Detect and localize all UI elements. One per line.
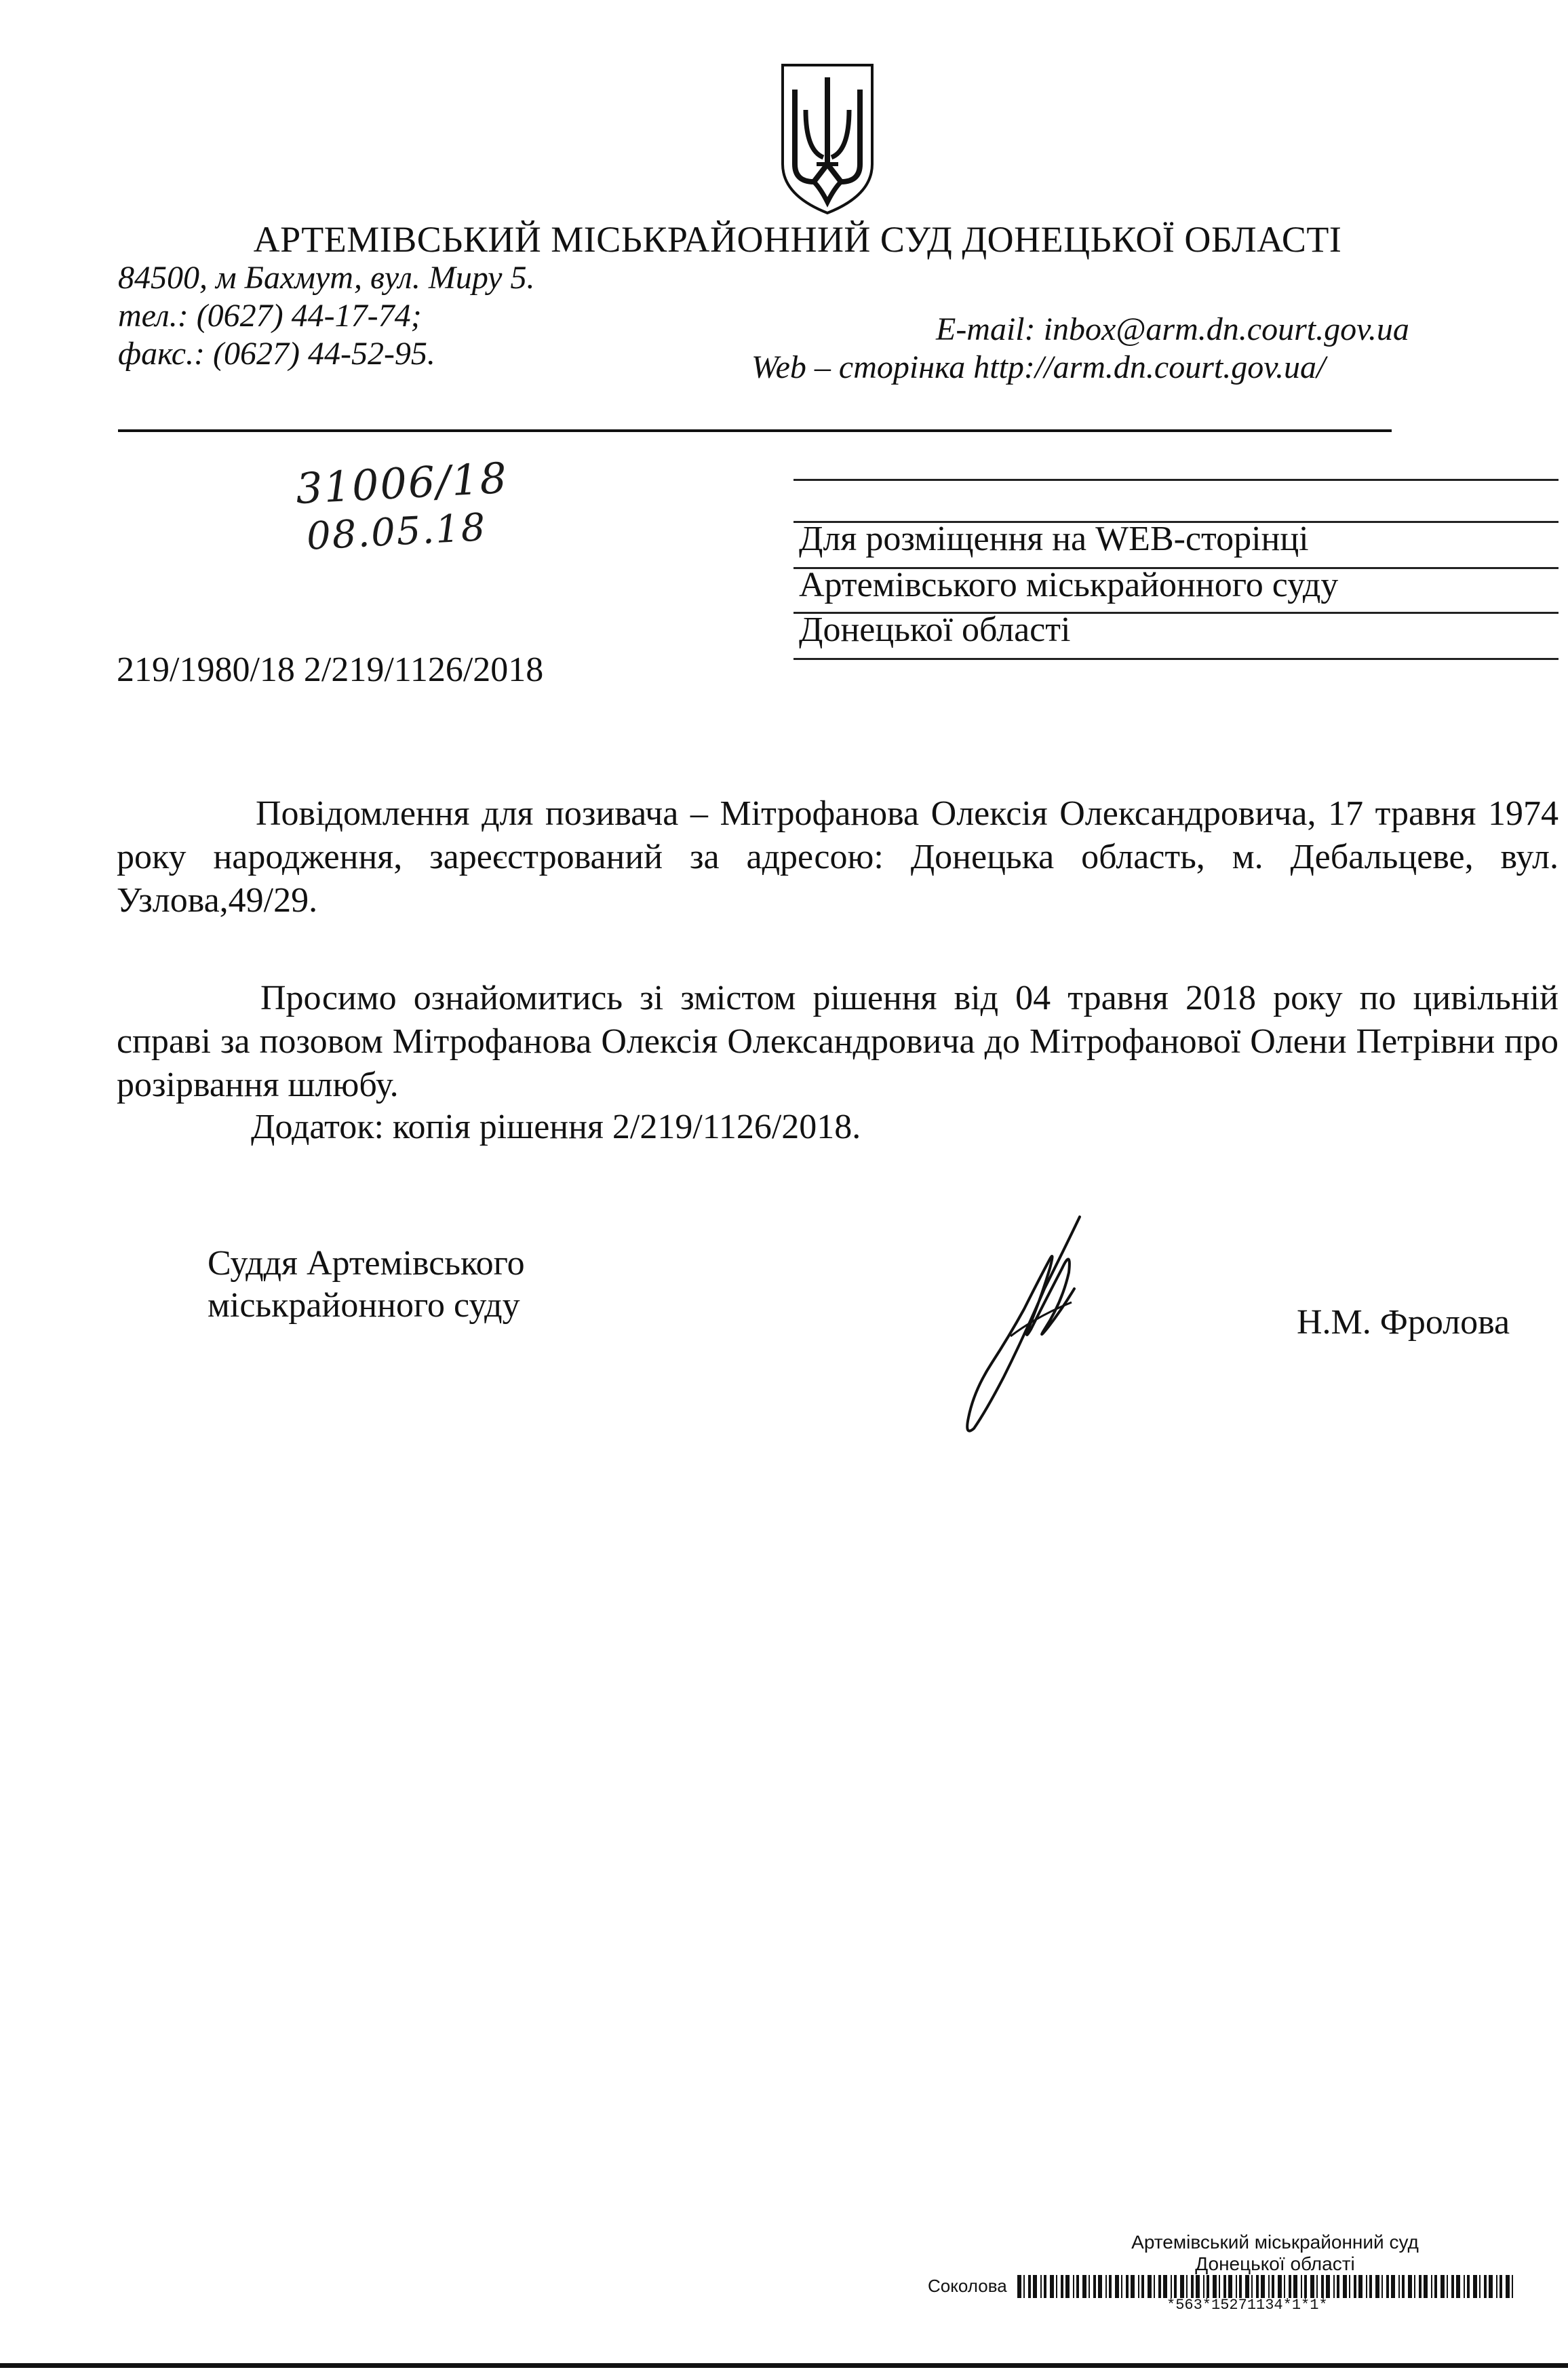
- placement-line-1: Для розміщення на WEB-сторінці: [799, 520, 1309, 558]
- barcode-bar: [1061, 2275, 1063, 2298]
- barcode-bar: [1154, 2275, 1155, 2298]
- attachment-line: Додаток: копія рішення 2/219/1126/2018.: [251, 1108, 861, 1146]
- barcode-bar: [1408, 2275, 1412, 2298]
- trident-emblem-icon: [779, 62, 876, 216]
- barcode-bar: [1278, 2275, 1282, 2298]
- barcode-bar: [1261, 2275, 1265, 2298]
- barcode-bar: [1236, 2275, 1237, 2298]
- barcode-bar: [1333, 2275, 1335, 2298]
- handwritten-signature: [929, 1207, 1099, 1438]
- footer-operator: Соколова: [928, 2276, 1007, 2296]
- barcode-bar: [1138, 2275, 1139, 2298]
- barcode-bar: [1500, 2275, 1502, 2298]
- barcode-bar: [1256, 2275, 1259, 2298]
- barcode-bar: [1337, 2275, 1339, 2298]
- barcode-bar: [1419, 2275, 1422, 2298]
- barcode-bar: [1424, 2275, 1428, 2298]
- barcode-bar: [1245, 2275, 1249, 2298]
- barcode-bar: [1191, 2275, 1194, 2298]
- barcode-bar: [1343, 2275, 1347, 2298]
- barcode-bar: [1207, 2275, 1209, 2298]
- barcode-bar: [1174, 2275, 1177, 2298]
- barcode-bar: [1105, 2275, 1107, 2298]
- barcode-bar: [1447, 2275, 1448, 2298]
- barcode-bar: [1056, 2275, 1057, 2298]
- court-address-block: [118, 259, 534, 373]
- barcode-bar: [1272, 2275, 1274, 2298]
- barcode-bar: [1358, 2275, 1363, 2298]
- judge-position: [208, 1243, 525, 1327]
- barcode-bar: [1180, 2275, 1184, 2298]
- request-paragraph: [117, 977, 1559, 1107]
- handwritten-registration-date: 08.05.18: [305, 505, 488, 559]
- handwritten-registration-number: 31006/18: [294, 452, 509, 514]
- barcode-bar: [1467, 2275, 1470, 2298]
- barcode-bar: [1479, 2275, 1481, 2298]
- barcode-bar: [1023, 2275, 1025, 2298]
- barcode-bar: [1456, 2275, 1460, 2298]
- barcode-bar: [1073, 2275, 1074, 2298]
- placement-rule-top: [793, 479, 1559, 481]
- barcode-bar: [1496, 2275, 1497, 2298]
- case-number: 219/1980/18 2/219/1126/2018: [117, 650, 544, 689]
- barcode-bar: [1121, 2275, 1122, 2298]
- barcode-bar: [1464, 2275, 1465, 2298]
- barcode-bar: [1251, 2275, 1253, 2298]
- barcode-bar: [1040, 2275, 1042, 2298]
- barcode-bar: [1369, 2275, 1372, 2298]
- barcode-bar: [1398, 2275, 1400, 2298]
- barcode-bar: [1451, 2275, 1454, 2298]
- barcode-bar: [1033, 2275, 1037, 2298]
- barcode-bar: [1489, 2275, 1493, 2298]
- barcode-bar: [1203, 2275, 1204, 2298]
- barcode-bar: [1141, 2275, 1144, 2298]
- barcode-bar: [1414, 2275, 1415, 2298]
- barcode-bar: [1434, 2275, 1437, 2298]
- barcode-bar: [1098, 2275, 1102, 2298]
- footer-court-line-1: Артемівський міськрайонний суд: [1131, 2232, 1419, 2253]
- barcode-graphic: [1017, 2275, 1519, 2298]
- barcode-bar: [1402, 2275, 1405, 2298]
- barcode-bar: [1148, 2275, 1152, 2298]
- barcode-bar: [1158, 2275, 1161, 2298]
- barcode-bar: [1301, 2275, 1302, 2298]
- placement-line-2: Артемівського міськрайонного суду: [799, 566, 1339, 604]
- barcode-bar: [1115, 2275, 1119, 2298]
- court-name-heading: АРТЕМІВСЬКИЙ МІСЬКРАЙОННИЙ СУД ДОНЕЦЬКОЇ ОБЛАСТІ: [253, 219, 1342, 260]
- barcode-bar: [1163, 2275, 1167, 2298]
- barcode-bar: [1289, 2275, 1291, 2298]
- notice-text: Повідомлення для позивача – Мітрофанова Олексія Олександровича, 17 травня 1974 року народження, зареєстрований за адресою: Донецька область, м. Дебальцеве, вул. Узлова,49/29.: [117, 794, 1559, 920]
- barcode-bar: [1109, 2275, 1112, 2298]
- barcode-bar: [1316, 2275, 1318, 2298]
- barcode-bar: [1082, 2275, 1086, 2298]
- barcode-bar: [1213, 2275, 1217, 2298]
- barcode-bar: [1310, 2275, 1314, 2298]
- barcode-bar: [1375, 2275, 1379, 2298]
- barcode-bar: [1131, 2275, 1135, 2298]
- court-phone: тел.: (0627) 44-17-74;: [118, 298, 422, 334]
- barcode-bar: [1228, 2275, 1232, 2298]
- barcode-bar: [1093, 2275, 1096, 2298]
- barcode-bar: [1126, 2275, 1129, 2298]
- footer-court-line-2: Донецької області: [1195, 2253, 1355, 2274]
- judge-name: Н.М. Фролова: [1297, 1303, 1510, 1342]
- barcode-bar: [1065, 2275, 1070, 2298]
- barcode-bar: [1268, 2275, 1270, 2298]
- barcode-bar: [1219, 2275, 1220, 2298]
- barcode-bar: [1239, 2275, 1242, 2298]
- header-divider: [118, 429, 1392, 432]
- barcode-bar: [1304, 2275, 1307, 2298]
- court-email: E-mail: inbox@arm.dn.court.gov.ua: [936, 311, 1409, 347]
- barcode-bar: [1431, 2275, 1432, 2298]
- barcode-bar: [1326, 2275, 1330, 2298]
- barcode-bar: [1349, 2275, 1350, 2298]
- request-text: Просимо ознайомитись зі змістом рішення від 04 травня 2018 року по цивільній справі за позовом Мітрофанова Олексія Олександровича до Мітрофанової Олени Петрівни про розірвання шлюбу.: [117, 979, 1559, 1104]
- barcode-bar: [1440, 2275, 1445, 2298]
- barcode-bar: [1506, 2275, 1510, 2298]
- barcode-bar: [1089, 2275, 1090, 2298]
- court-fax: факс.: (0627) 44-52-95.: [118, 336, 435, 372]
- barcode-bar: [1381, 2275, 1383, 2298]
- barcode-bar: [1284, 2275, 1285, 2298]
- judge-position-line-2: міськрайонного суду: [208, 1286, 520, 1325]
- court-website: Web – сторінка http://arm.dn.court.gov.ua/: [751, 349, 1326, 385]
- barcode-bar: [1512, 2275, 1513, 2298]
- barcode-bar: [1050, 2275, 1054, 2298]
- barcode-bar: [1366, 2275, 1367, 2298]
- page-bottom-edge: [0, 2363, 1568, 2368]
- judge-position-line-1: Суддя Артемівського: [208, 1244, 525, 1283]
- court-address: 84500, м Бахмут, вул. Миру 5.: [118, 260, 535, 296]
- barcode-bar: [1354, 2275, 1356, 2298]
- barcode-bar: [1017, 2275, 1021, 2298]
- placement-rule-bottom: [793, 658, 1559, 660]
- barcode-bar: [1171, 2275, 1172, 2298]
- placement-line-3: Донецької області: [799, 610, 1071, 649]
- barcode-bar: [1028, 2275, 1031, 2298]
- barcode-bar: [1293, 2275, 1297, 2298]
- barcode-bar: [1321, 2275, 1324, 2298]
- barcode-bar: [1391, 2275, 1395, 2298]
- barcode-bar: [1196, 2275, 1200, 2298]
- barcode-bar: [1076, 2275, 1079, 2298]
- notice-paragraph: [117, 792, 1559, 922]
- barcode-bar: [1484, 2275, 1487, 2298]
- barcode-bar: [1473, 2275, 1477, 2298]
- barcode-bar: [1223, 2275, 1226, 2298]
- barcode-bar: [1386, 2275, 1389, 2298]
- barcode-bar: [1044, 2275, 1046, 2298]
- barcode-bar: [1186, 2275, 1188, 2298]
- barcode-number: *563*15271134*1*1*: [1167, 2297, 1328, 2314]
